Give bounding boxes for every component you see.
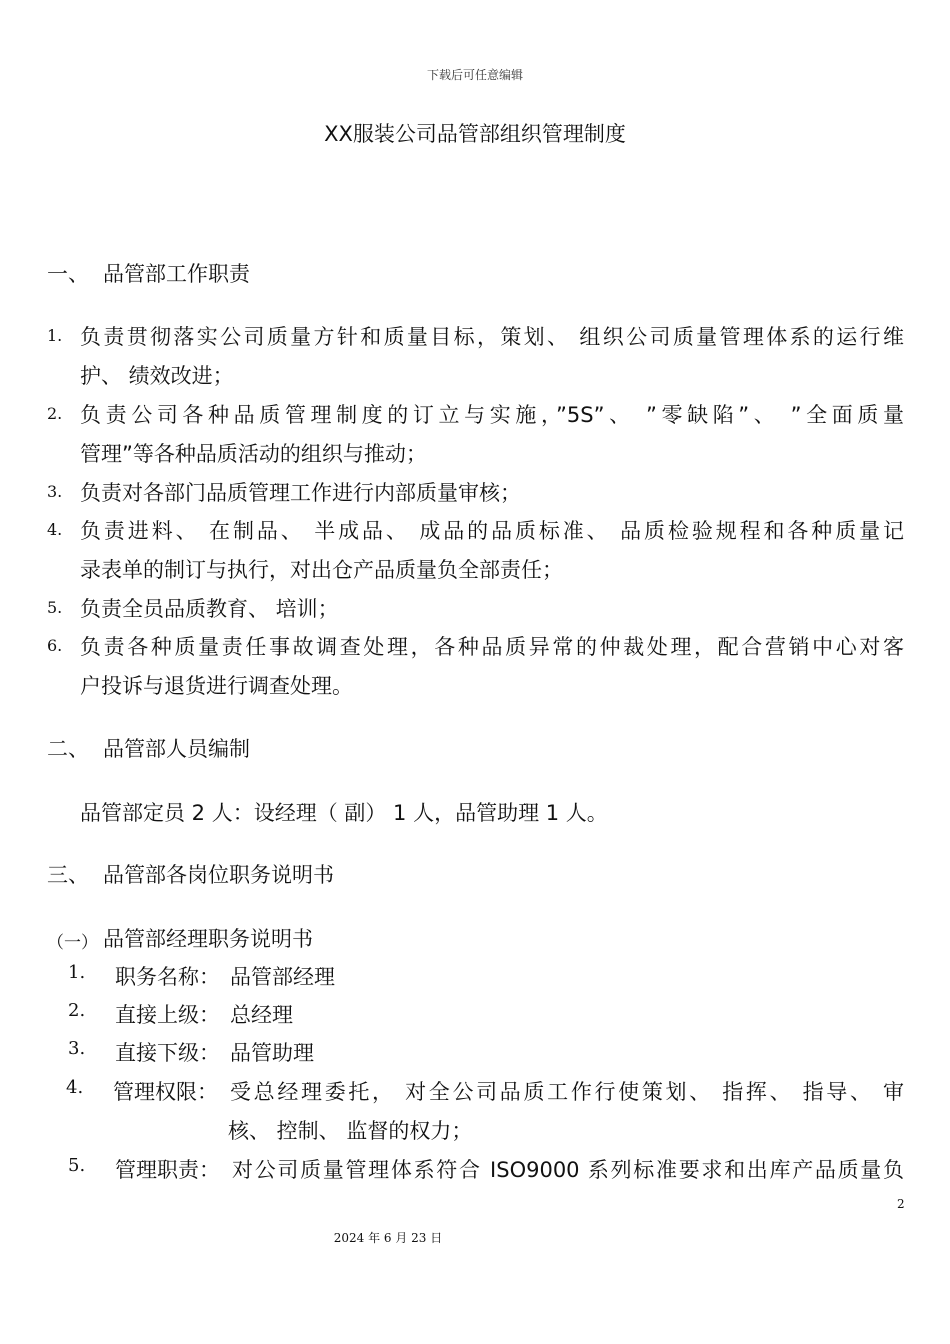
header-note: 下载后可任意编辑 (426, 68, 523, 82)
job-item-3-text: 品管助理 (230, 1041, 314, 1065)
document-title: XX服装公司品管部组织管理制度 (324, 122, 626, 146)
duty-1-line-2: 护、 绩效改进； (80, 364, 234, 388)
job-item-4-label: 管理权限： (113, 1080, 218, 1104)
subsection-1-number: （一） (47, 933, 98, 953)
section-1-number: 一、 (47, 262, 89, 286)
section-3-title: 品管部各岗位职务说明书 (103, 863, 334, 887)
job-item-5-label: 管理职责： (115, 1158, 220, 1182)
duty-4-line-2: 录表单的制订与执行，对出仓产品质量负全部责任； (80, 558, 563, 582)
duty-5-line-1: 负责全员品质教育、 培训； (80, 597, 339, 621)
section-2-title: 品管部人员编制 (103, 737, 250, 761)
duty-6-line-1: 负责各种质量责任事故调查处理，各种品质异常的仲裁处理，配合营销中心对客 (80, 635, 904, 659)
duty-5-number: 5. (47, 598, 63, 617)
job-item-4-number: 4. (66, 1077, 84, 1098)
section-3-number: 三、 (47, 863, 89, 887)
job-item-4-text: 受总经理委托， 对全公司品质工作行使策划、 指挥、 指导、 审 (230, 1080, 904, 1104)
subsection-1-title: 品管部经理职务说明书 (103, 927, 313, 951)
duty-2-line-1: 负责公司各种品质管理制度的订立与实施，”5S”、 ”零缺陷”、 ”全面质量 (80, 403, 904, 427)
job-item-3-number: 3. (68, 1038, 86, 1059)
job-item-1-text: 品管部经理 (230, 965, 335, 989)
duty-6-line-2: 户投诉与退货进行调查处理。 (80, 674, 353, 698)
staffing-text: 品管部定员 2 人：设经理（ 副） 1 人，品管助理 1 人。 (80, 801, 608, 825)
job-item-5-number: 5. (68, 1155, 86, 1176)
duty-3-line-1: 负责对各部门品质管理工作进行内部质量审核； (80, 481, 521, 505)
page-number: 2 (897, 1197, 905, 1211)
job-item-3-label: 直接下级： (115, 1041, 220, 1065)
job-item-1-label: 职务名称： (115, 965, 220, 989)
section-1-title: 品管部工作职责 (103, 262, 250, 286)
duty-6-number: 6. (47, 636, 63, 655)
duty-4-line-1: 负责进料、 在制品、 半成品、 成品的品质标准、 品质检验规程和各种质量记 (80, 519, 904, 543)
job-item-2-label: 直接上级： (115, 1003, 220, 1027)
duty-3-number: 3. (47, 482, 63, 501)
job-item-2-number: 2. (68, 1000, 86, 1021)
job-item-5-text: 对公司质量管理体系符合 ISO9000 系列标准要求和出库产品质量负 (232, 1158, 904, 1182)
job-item-2-text: 总经理 (230, 1003, 293, 1027)
section-2-number: 二、 (47, 737, 89, 761)
footer-date: 2024 年 6 月 23 日 (333, 1231, 443, 1245)
duty-1-line-1: 负责贯彻落实公司质量方针和质量目标，策划、 组织公司质量管理体系的运行维 (80, 325, 904, 349)
duty-2-line-2: 管理”等各种品质活动的组织与推动； (80, 442, 427, 466)
job-item-1-number: 1. (68, 962, 86, 983)
job-item-4-text-line-2: 核、 控制、 监督的权力； (228, 1119, 473, 1143)
duty-1-number: 1. (47, 326, 63, 345)
duty-2-number: 2. (47, 404, 63, 423)
duty-4-number: 4. (47, 520, 63, 539)
